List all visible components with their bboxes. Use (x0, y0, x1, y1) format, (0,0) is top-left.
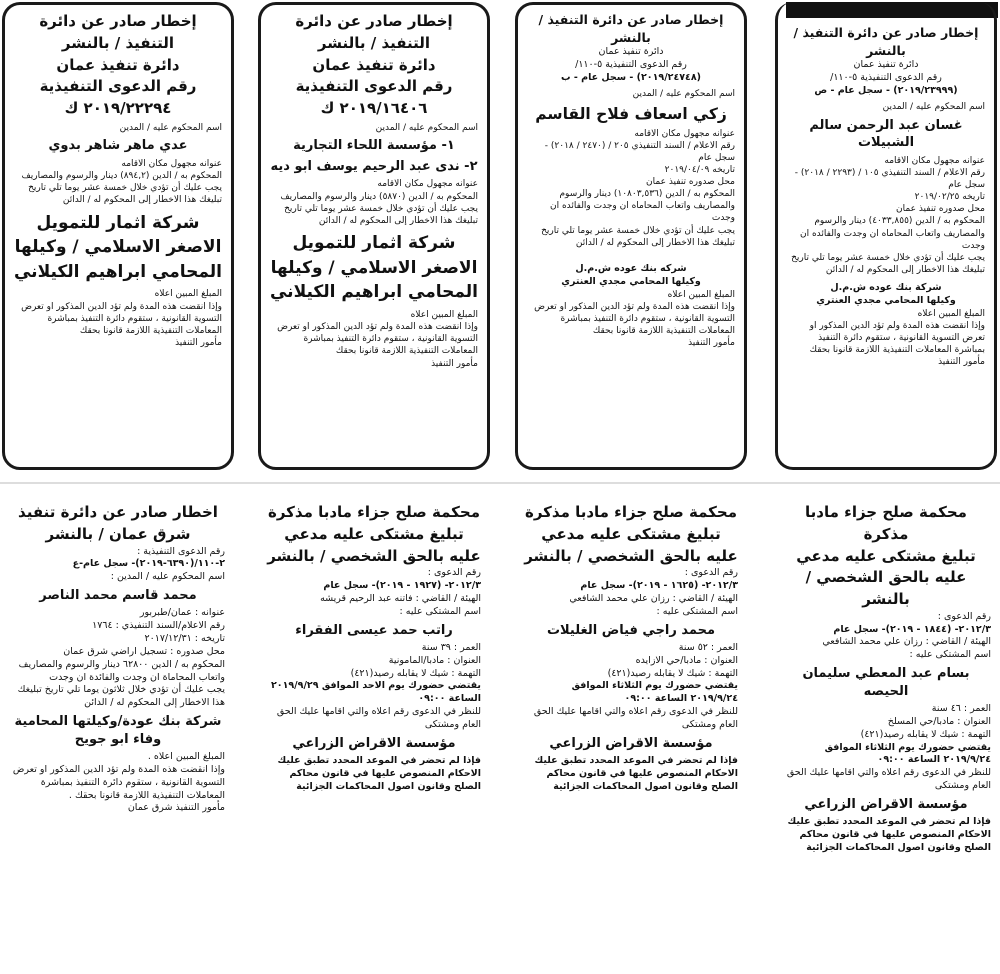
case-label: رقم الدعوى : (427, 567, 481, 579)
notice-execution-lihaa (258, 2, 490, 470)
payment-duty: يجب عليك أن تؤدي خلال خمسة عشر يوما تلي تاريخ تبليغك هذا الاخطار إلى المحكوم له / الدائن (791, 252, 985, 275)
charge: التهمة : شيك لا يقابله رصيد(٤٢١) (607, 667, 738, 679)
notice-reference: رقم الاعلام/السند التنفيذي : ١٧٦٤ (92, 620, 225, 632)
purpose: للنظر في الدعوى رقم اعلاه والتي اقامها عليك الحق العام ومشتكى (786, 767, 991, 791)
accused-label: اسم المشتكى عليه : (656, 605, 738, 617)
amount-note: المبلغ المبين اعلاه (410, 309, 478, 320)
debt-amount: المحكوم به / الدين ٦٢٨٠٠ دينار والرسوم والمصاريف واتعاب المحاماة ان وجدت والفائدة ان وجدت (18, 658, 225, 683)
notice-reference: رقم الاعلام / السند التنفيذي ١٠٥ / (٢٢٩٣ / ٢٠١٨) - سجل عام (794, 167, 985, 190)
judge: الهيئة / القاضي : فاتنه عبد الرحيم قريشه (320, 592, 481, 604)
attendance: يقتضي حضورك يوم الثلاثاء الموافق ٢٠١٩/٩/٢٤ الساعة ٠٩:٠٠ (824, 741, 991, 766)
defendant-label: اسم المحكوم عليه / المدين : (110, 571, 225, 583)
accused-label: اسم المشتكى عليه : (399, 605, 481, 617)
notice-execution-zaki (515, 2, 747, 470)
case-number: (٢٠١٩/٢٤٧٤٨) - سجل عام - ب (561, 71, 701, 83)
accused-name: بسام عبد المعطي سليمان الحيصه (802, 666, 970, 699)
court-title: محكمة صلح جزاء مادبا مذكرة (805, 503, 967, 543)
defendant-address: عنوانه مجهول مكان الاقامه (121, 158, 222, 169)
legal-warning: وإذا انقضت هذه المدة ولم تؤد الدين المذكور او تعرض التسوية القانونية ، ستقوم دائرة التنفيذ بمباشرة المعاملات التنفيذية اللازمة قانونا بحقك (21, 301, 222, 336)
charge: التهمة : شيك لا يقابله رصيد(٤٢١) (860, 728, 991, 740)
case-label: رقم الدعوى التنفيذية ٥-١١٠/ (830, 71, 942, 83)
notice-title: اخطار صادر عن دائرة تنفيذ شرق عمان / بالنشر (18, 503, 218, 543)
defendant-address: عنوانه : عمان/طبربور (139, 607, 225, 619)
defendant-name: زكي اسعاف فلاح القاسم (535, 104, 727, 123)
defendant-1: ١- مؤسسة اللحاء التجارية (293, 138, 455, 154)
payment-duty: يجب عليك أن تؤدي خلال خمسة عشر يوما تلي تاريخ تبليغك هذا الاخطار إلى المحكوم له / الدائن (284, 203, 478, 226)
accused-name: راتب حمد عيسى الفقراء (295, 622, 453, 638)
accused-age: العمر : ٣٩ سنة (421, 642, 481, 654)
case-number: ٢٠١٢/٣- (١٦٢٥ - ٢٠١٩)- سجل عام (580, 580, 738, 592)
defendant-label: اسم المحكوم عليه / المدين (632, 89, 735, 100)
notice-title: إخطار صادر عن دائرة التنفيذ / بالنشر (295, 12, 453, 52)
legal-warning: وإذا انقضت هذه المدة ولم تؤد الدين المذكور او تعرض التسوية القانونية ، ستقوم دائرة التنفيذ بمباشرة المعاملات التنفيذية اللازمة قانونا بحقك . (12, 763, 225, 801)
case-number: ٢-١١٠/(٦٣٩٠-٢٠١٩)- سجل عام-ع (72, 558, 225, 570)
notice-title: إخطار صادر عن دائرة التنفيذ / بالنشر (793, 25, 979, 58)
department: دائرة تنفيذ عمان (598, 46, 664, 57)
notice-execution-odai (2, 2, 234, 470)
notice-court-mohammad (515, 496, 747, 972)
court-title: محكمة صلح جزاء مادبا مذكرة (525, 503, 737, 521)
case-label: رقم الدعوى : (937, 610, 991, 622)
defendant-2: ٢- ندى عبد الرحيم يوسف ابو ديه (270, 158, 478, 174)
amount-note: المبلغ المبين اعلاه (917, 308, 985, 319)
lawyer-name: وكيلها المحامي مجدي العنتري (816, 294, 956, 306)
defendant-label: اسم المحكوم عليه / المدين (375, 123, 478, 134)
notice-date: تاريخه ٢٠١٩/٠٢/٢٥ (914, 192, 985, 203)
debt-amount: المحكوم به / الدين (١٠٨٠٣,٥٣٦) دينار والرسوم والمصاريف واتعاب المحاماه ان وجدت والفائده ان وجدت (549, 189, 735, 224)
creditor-company: شركة بنك عودة/وكيلتها المحامية وفاء ابو جويح (14, 713, 222, 747)
judge: الهيئة / القاضي : رزان علي محمد الشافعي (822, 636, 991, 648)
notice-title: إخطار صادر عن دائرة التنفيذ / بالنشر (538, 12, 724, 45)
notice-execution-east-amman (2, 496, 234, 972)
plaintiff: مؤسسة الاقراض الزراعي (292, 735, 456, 751)
payment-duty: يجب عليك أن تؤدي خلال ثلاثون يوما تلي تاريخ تبليغك هذا الاخطار إلى المحكوم له / الدائن (17, 684, 225, 709)
notice-execution-ghassan (775, 2, 997, 470)
accused-address: العنوان : مادبا/حي المسلخ (887, 715, 991, 727)
legal-warning: فإذا لم تحضر في الموعد المحدد تطبق عليك الاحكام المنصوص عليها في قانون محاكم الصلح وقانون اصول المحاكمات الجزائية (534, 755, 738, 792)
case-label: رقم الدعوى التنفيذية (39, 77, 197, 96)
case-number: (٢٠١٩/٢٣٩٩٩) - سجل عام - ص (814, 84, 958, 96)
creditor-name: شركة بنك عوده ش.م.ل (830, 282, 942, 294)
case-number: ٢٠١٩/١٦٤٠٦ ك (320, 99, 428, 117)
legal-warning: فإذا لم تحضر في الموعد المحدد تطبق عليك الاحكام المنصوص عليها في قانون محاكم الصلح وقانون اصول المحاكمات الجزائية (277, 755, 481, 792)
case-label: رقم الدعوى التنفيذية ٥-١١٠/ (575, 58, 687, 70)
defendant-address: عنوانه مجهول مكان الاقامه (884, 155, 985, 166)
defendant-label: اسم المحكوم عليه / المدين (119, 123, 222, 134)
judge: الهيئة / القاضي : رزان علي محمد الشافعي (569, 592, 738, 604)
department: دائرة تنفيذ عمان (312, 55, 436, 74)
execution-officer: مأمور التنفيذ (688, 338, 735, 349)
notice-reference: رقم الاعلام / السند التنفيذي ٢٠٥ / (٢٤٧٠ / ٢٠١٨) - سجل عام (544, 140, 735, 163)
case-label: رقم الدعوى التنفيذية : (137, 545, 225, 557)
legal-warning: وإذا انقضت هذه المدة ولم تؤد الدين المذكور او تعرض التسوية القانونية ، ستقوم دائرة التنفيذ بمباشرة المعاملات التنفيذية اللازمة قانونا بحقك (534, 301, 735, 336)
defendant-name: عدي ماهر شاهر بدوي (48, 138, 188, 154)
creditor-company: شركة اثمار للتمويل الاصغر الاسلامي / وكيلها المحامي ابراهيم الكيلاني (269, 233, 478, 303)
attendance: يقتضي حضورك يوم الثلاثاء الموافق ٢٠١٩/٩/٢٤ الساعة ٠٩:٠٠ (571, 680, 738, 705)
creditor-name: شركه بنك عوده ش.م.ل (575, 262, 687, 274)
purpose: للنظر في الدعوى رقم اعلاه والتي اقامها عليك الحق العام ومشتكى (533, 706, 738, 730)
notice-title: تبليغ مشتكى عليه مدعي عليه بالحق الشخصي / بالنشر (267, 524, 481, 565)
case-label: رقم الدعوى : (684, 567, 738, 579)
accused-age: العمر : ٤٦ سنة (931, 703, 991, 715)
notice-date: تاريخه : ٢٠١٧/١٢/٣١ (144, 633, 225, 645)
amount-note: المبلغ المبين اعلاه . (147, 751, 225, 763)
debt-amount: المحكوم به / الدين (٤٠٣٣,٨٥٥) دينار والرسوم والمصاريف واتعاب المحاماه ان وجدت والفائده ان وجدت (799, 216, 985, 251)
legal-warning: وإذا انقضت هذه المدة ولم تؤد الدين المذكور او تعرض التسوية القانونية ، ستقوم دائرة التنفيذ بمباشرة المعاملات التنفيذية اللازمة قانونا بحقك (809, 320, 985, 356)
attendance: يقتضي حضورك يوم الاحد الموافق ٢٠١٩/٩/٢٩ الساعة ٠٩:٠٠ (270, 680, 481, 705)
department: دائرة تنفيذ عمان (56, 55, 180, 74)
row-divider (0, 482, 1000, 484)
execution-officer: مأمور التنفيذ (938, 357, 985, 368)
plaintiff: مؤسسة الاقراض الزراعي (804, 796, 968, 812)
payment-duty: يجب عليك أن تؤدي خلال خمسة عشر يوما تلي تاريخ تبليغك هذا الاخطار إلى المحكوم له / الدائن (541, 225, 735, 248)
department: دائرة تنفيذ عمان (853, 59, 919, 70)
payment-duty: يجب عليك أن تؤدي خلال خمسة عشر يوما تلي تاريخ تبليغك هذا الاخطار إلى المحكوم له / الدائن (28, 183, 222, 206)
execution-officer: مأمور التنفيذ شرق عمان (127, 802, 225, 814)
issue-place: محل صدوره : تسجيل اراضي شرق عمان (63, 645, 225, 657)
plaintiff: مؤسسة الاقراض الزراعي (549, 735, 713, 751)
accused-address: العنوان : مادبا/المامونية (388, 654, 481, 666)
issue-place: محل صدوره تنفيذ عمان (646, 177, 735, 188)
case-number: ٢٠١٢/٣- (١٩٢٧ - ٢٠١٩)- سجل عام (323, 580, 481, 592)
accused-address: العنوان : مادبا/حي الازايده (635, 654, 738, 666)
court-title: محكمة صلح جزاء مادبا مذكرة (268, 503, 480, 521)
accused-label: اسم المشتكى عليه : (909, 649, 991, 661)
case-number: ٢٠١٩/٢٢٢٩٤ ك (64, 99, 172, 117)
notice-court-bassam (772, 496, 1000, 972)
accused-age: العمر : ٥٢ سنة (678, 642, 738, 654)
debt-amount: المحكوم به / الدين (٨٩٤,٢) دينار والرسوم والمصاريف (21, 171, 222, 182)
defendant-name: محمد قاسم محمد الناصر (39, 587, 197, 603)
lawyer-name: وكيلها المحامي مجدي العنتري (561, 275, 701, 287)
defendant-label: اسم المحكوم عليه / المدين (882, 102, 985, 113)
case-label: رقم الدعوى التنفيذية (295, 77, 453, 96)
notice-date: تاريخه ٢٠١٩/٠٤/٠٩ (664, 164, 735, 175)
issue-place: محل صدوره تنفيذ عمان (896, 204, 985, 215)
debt-amount: المحكوم به / الدين (٥٨٧٠) دينار والرسوم والمصاريف (280, 191, 478, 202)
accused-name: محمد راجي فياض الغليلات (546, 622, 716, 638)
charge: التهمة : شيك لا يقابله رصيد(٤٢١) (350, 667, 481, 679)
notice-court-rateb (258, 496, 490, 972)
creditor-company: شركة اثمار للتمويل الاصغر الاسلامي / وكيلها المحامي ابراهيم الكيلاني (13, 212, 222, 282)
legal-warning: وإذا انقضت هذه المدة ولم تؤد الدين المذكور او تعرض التسوية القانونية ، ستقوم دائرة التنفيذ بمباشرة المعاملات التنفيذية اللازمة قانونا بحقك (277, 322, 478, 357)
defendant-address: عنوانه مجهول مكان الاقامه (377, 179, 478, 190)
defendant-address: عنوانه مجهول مكان الاقامه (634, 128, 735, 139)
amount-note: المبلغ المبين اعلاه (154, 289, 222, 300)
defendant-name: غسان عبد الرحمن سالم الشبيلات (809, 117, 963, 151)
notice-title: تبليغ مشتكى عليه مدعي عليه بالحق الشخصي / بالنشر (796, 546, 976, 608)
purpose: للنظر في الدعوى رقم اعلاه والتي اقامها عليك الحق العام ومشتكى (276, 706, 481, 730)
execution-officer: مأمور التنفيذ (175, 337, 222, 348)
case-number: ٢٠١٢/٣- (١٨٤٤ - ٢٠١٩)- سجل عام (833, 623, 991, 635)
amount-note: المبلغ المبين اعلاه (667, 289, 735, 300)
notice-title: تبليغ مشتكى عليه مدعي عليه بالحق الشخصي / بالنشر (524, 524, 738, 565)
execution-officer: مأمور التنفيذ (431, 358, 478, 369)
legal-warning: فإذا لم تحضر في الموعد المحدد تطبق عليك الاحكام المنصوص عليها في قانون محاكم الصلح وقانون اصول المحاكمات الجزائية (787, 816, 991, 853)
notice-title: إخطار صادر عن دائرة التنفيذ / بالنشر (39, 12, 197, 52)
